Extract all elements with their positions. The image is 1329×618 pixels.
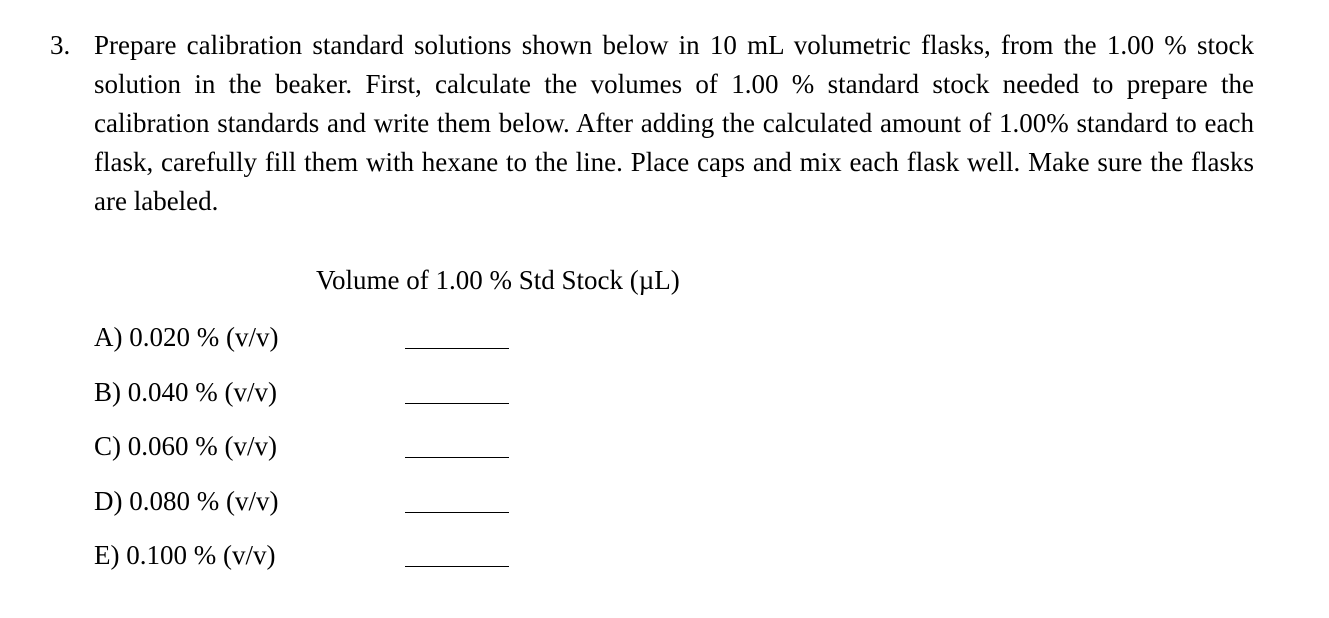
answer-blank[interactable] [405, 512, 509, 513]
standard-row-b [0, 372, 1329, 412]
answer-blank[interactable] [405, 566, 509, 567]
answer-blank[interactable] [405, 457, 509, 458]
standard-row-d [0, 481, 1329, 521]
answer-blank[interactable] [405, 403, 509, 404]
standard-label: D) 0.080 % (v/v) [94, 486, 279, 516]
standard-label: B) 0.040 % (v/v) [94, 377, 277, 407]
question-text: Prepare calibration standard solutions shown below in 10 mL volumetric flasks, from the 1.00 % stock solution in the beaker. First, calculate the volumes of 1.00 % standard stock needed to prepare the calibration standards and write them below. After adding the calculated amount of 1.00% standard to each flask, carefully fill them with hexane to the line. Place caps and mix each flask well. Make sure the flasks are labeled. [94, 30, 1254, 216]
standard-label: A) 0.020 % (v/v) [94, 322, 279, 352]
volume-column-header: Volume of 1.00 % Std Stock (µL) [316, 265, 680, 295]
question-number: 3. [50, 30, 71, 60]
standard-label: E) 0.100 % (v/v) [94, 540, 276, 570]
standard-row-a [0, 317, 1329, 357]
answer-blank[interactable] [405, 348, 509, 349]
standard-row-c [0, 426, 1329, 466]
standard-row-e [0, 535, 1329, 575]
standard-label: C) 0.060 % (v/v) [94, 431, 277, 461]
